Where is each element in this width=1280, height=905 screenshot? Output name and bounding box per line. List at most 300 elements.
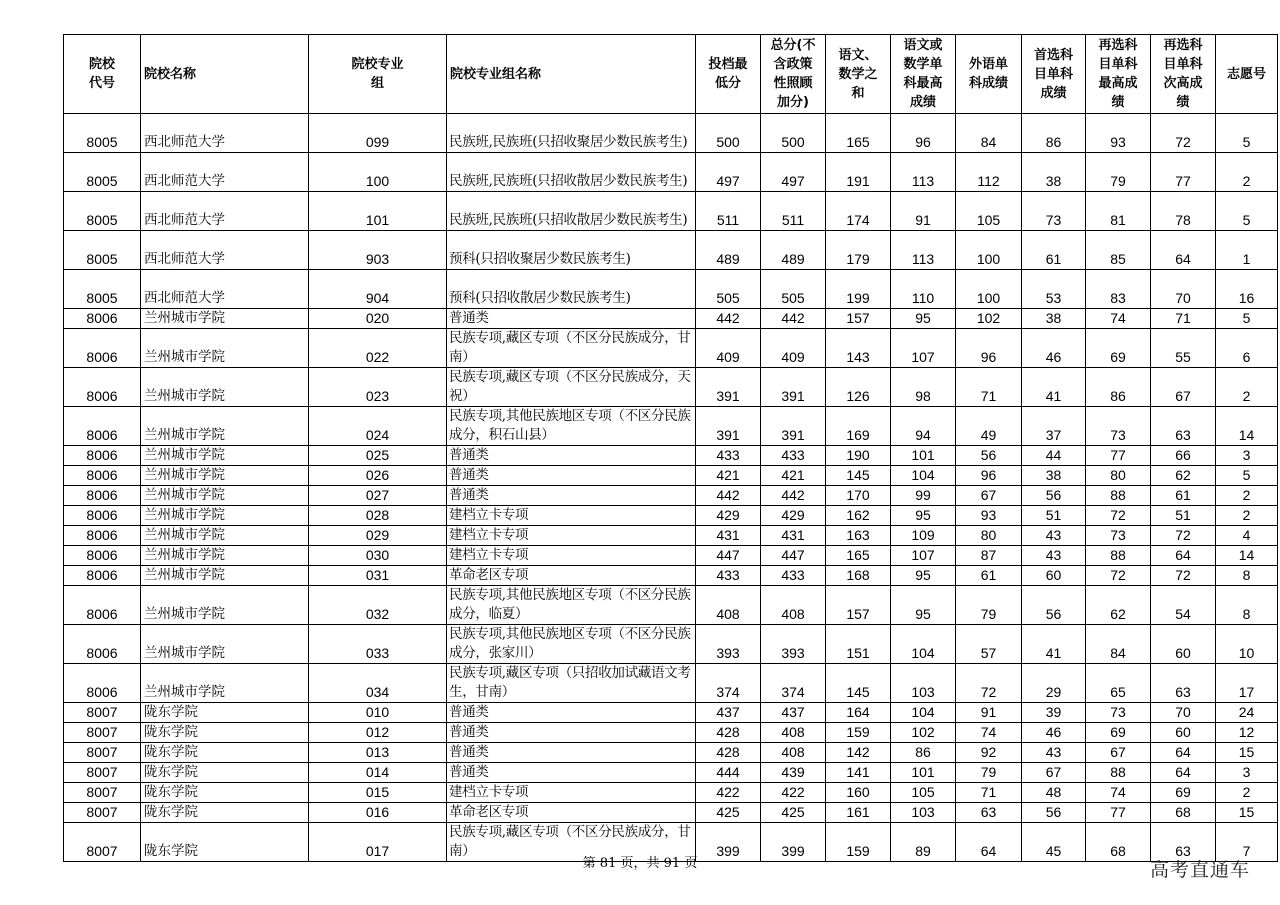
header-line: 院校专业组名称: [450, 66, 542, 82]
cell-first-subject: 43: [1022, 743, 1086, 763]
cell-first-subject: 41: [1022, 625, 1086, 664]
table-row: [64, 763, 1278, 783]
cell-chinese-math-max: 113: [891, 231, 956, 270]
cell-reselect-max: 77: [1086, 803, 1151, 823]
cell-reselect-max: 73: [1086, 703, 1151, 723]
cell-chinese-math-sum: 151: [826, 625, 891, 664]
cell-school-code: 8006: [64, 664, 141, 703]
cell-reselect-second: 54: [1151, 586, 1216, 625]
cell-chinese-math-sum: 191: [826, 153, 891, 192]
table-row: [64, 329, 1278, 368]
cell-total-score: 408: [761, 586, 826, 625]
cell-group-code: 017: [309, 823, 447, 862]
cell-school-code: 8007: [64, 783, 141, 803]
cell-reselect-max: 72: [1086, 506, 1151, 526]
cell-chinese-math-sum: 159: [826, 723, 891, 743]
cell-min-score: 422: [696, 783, 761, 803]
header-min-score: [696, 35, 761, 114]
cell-reselect-max: 74: [1086, 309, 1151, 329]
cell-chinese-math-sum: 165: [826, 546, 891, 566]
table-row: [64, 231, 1278, 270]
cell-total-score: 421: [761, 466, 826, 486]
cell-school-name: 兰州城市学院: [141, 586, 309, 625]
cell-reselect-max: 83: [1086, 270, 1151, 309]
cell-chinese-math-max: 89: [891, 823, 956, 862]
cell-first-subject: 73: [1022, 192, 1086, 231]
header-line: 目单科: [1163, 57, 1203, 72]
cell-reselect-max: 80: [1086, 466, 1151, 486]
header-line: 语文或: [903, 38, 943, 53]
cell-school-name: 西北师范大学: [141, 153, 309, 192]
cell-reselect-max: 74: [1086, 783, 1151, 803]
page-footer: [0, 852, 1280, 871]
cell-min-score: 489: [696, 231, 761, 270]
cell-school-code: 8006: [64, 586, 141, 625]
cell-reselect-second: 64: [1151, 763, 1216, 783]
cell-foreign-language: 74: [956, 723, 1022, 743]
cell-group-code: 101: [309, 192, 447, 231]
cell-reselect-max: 73: [1086, 526, 1151, 546]
cell-group-code: 015: [309, 783, 447, 803]
cell-first-subject: 48: [1022, 783, 1086, 803]
cell-choice-number: 15: [1216, 803, 1278, 823]
cell-total-score: 425: [761, 803, 826, 823]
cell-group-name: 普通类: [447, 743, 696, 763]
cell-school-code: 8005: [64, 192, 141, 231]
cell-chinese-math-max: 95: [891, 506, 956, 526]
cell-min-score: 505: [696, 270, 761, 309]
cell-min-score: 421: [696, 466, 761, 486]
cell-foreign-language: 93: [956, 506, 1022, 526]
header-line: 语文、: [838, 47, 878, 63]
cell-school-name: 西北师范大学: [141, 192, 309, 231]
cell-school-code: 8007: [64, 743, 141, 763]
cell-total-score: 429: [761, 506, 826, 526]
cell-reselect-second: 67: [1151, 368, 1216, 407]
cell-school-name: 陇东学院: [141, 803, 309, 823]
cell-first-subject: 38: [1022, 309, 1086, 329]
cell-foreign-language: 79: [956, 586, 1022, 625]
cell-chinese-math-sum: 161: [826, 803, 891, 823]
cell-chinese-math-sum: 190: [826, 446, 891, 466]
cell-choice-number: 5: [1216, 309, 1278, 329]
header-line: 目单科: [1033, 66, 1073, 82]
table-row: [64, 368, 1278, 407]
cell-school-name: 兰州城市学院: [141, 486, 309, 506]
cell-foreign-language: 100: [956, 231, 1022, 270]
cell-group-code: 023: [309, 368, 447, 407]
cell-chinese-math-max: 107: [891, 329, 956, 368]
cell-total-score: 391: [761, 407, 826, 446]
cell-group-code: 027: [309, 486, 447, 506]
cell-chinese-math-max: 105: [891, 783, 956, 803]
header-school-name: [141, 35, 309, 114]
cell-total-score: 409: [761, 329, 826, 368]
cell-chinese-math-max: 109: [891, 526, 956, 546]
cell-first-subject: 45: [1022, 823, 1086, 862]
header-line: 再选科: [1163, 38, 1203, 53]
cell-choice-number: 6: [1216, 329, 1278, 368]
cell-reselect-second: 78: [1151, 192, 1216, 231]
cell-group-name: 民族专项,藏区专项（不区分民族成分，甘南）: [447, 823, 696, 862]
cell-chinese-math-max: 101: [891, 446, 956, 466]
header-line: 外语单: [968, 57, 1008, 72]
cell-min-score: 511: [696, 192, 761, 231]
header-line: 投档最: [708, 57, 748, 72]
header-row: [64, 35, 1278, 114]
cell-school-name: 兰州城市学院: [141, 566, 309, 586]
table-row: [64, 546, 1278, 566]
cell-group-name: 预科(只招收聚居少数民族考生): [447, 231, 696, 270]
cell-foreign-language: 102: [956, 309, 1022, 329]
cell-school-code: 8007: [64, 823, 141, 862]
cell-group-code: 904: [309, 270, 447, 309]
cell-school-code: 8007: [64, 763, 141, 783]
cell-foreign-language: 87: [956, 546, 1022, 566]
table-row: [64, 743, 1278, 763]
table-row: [64, 114, 1278, 153]
cell-school-code: 8005: [64, 114, 141, 153]
table-row: [64, 526, 1278, 546]
header-line: 志愿号: [1226, 66, 1266, 82]
header-first-subject: [1022, 35, 1086, 114]
cell-reselect-second: 64: [1151, 231, 1216, 270]
cell-first-subject: 67: [1022, 763, 1086, 783]
cell-reselect-max: 65: [1086, 664, 1151, 703]
cell-choice-number: 16: [1216, 270, 1278, 309]
cell-reselect-second: 71: [1151, 309, 1216, 329]
cell-choice-number: 17: [1216, 664, 1278, 703]
cell-school-name: 陇东学院: [141, 823, 309, 862]
header-chinese-math-sum: [826, 35, 891, 114]
cell-reselect-second: 63: [1151, 407, 1216, 446]
cell-foreign-language: 67: [956, 486, 1022, 506]
table-row: [64, 153, 1278, 192]
cell-school-name: 兰州城市学院: [141, 546, 309, 566]
header-line: 含政策: [773, 57, 813, 72]
cell-reselect-second: 70: [1151, 703, 1216, 723]
cell-reselect-second: 77: [1151, 153, 1216, 192]
cell-school-name: 兰州城市学院: [141, 309, 309, 329]
cell-min-score: 444: [696, 763, 761, 783]
cell-reselect-max: 88: [1086, 486, 1151, 506]
cell-school-code: 8005: [64, 231, 141, 270]
header-line: 科成绩: [968, 76, 1008, 91]
cell-group-name: 普通类: [447, 703, 696, 723]
cell-school-code: 8006: [64, 446, 141, 466]
cell-school-name: 陇东学院: [141, 783, 309, 803]
cell-reselect-second: 60: [1151, 625, 1216, 664]
cell-reselect-max: 62: [1086, 586, 1151, 625]
table-row: [64, 783, 1278, 803]
header-line: 成绩: [1040, 85, 1067, 101]
cell-reselect-max: 86: [1086, 368, 1151, 407]
cell-group-name: 普通类: [447, 466, 696, 486]
table-row: [64, 192, 1278, 231]
cell-chinese-math-max: 98: [891, 368, 956, 407]
cell-reselect-second: 63: [1151, 823, 1216, 862]
cell-chinese-math-sum: 159: [826, 823, 891, 862]
header-line: 加分): [777, 95, 809, 110]
cell-reselect-second: 62: [1151, 466, 1216, 486]
cell-reselect-max: 79: [1086, 153, 1151, 192]
header-line: 最高成: [1098, 76, 1138, 91]
cell-group-name: 革命老区专项: [447, 803, 696, 823]
cell-total-score: 399: [761, 823, 826, 862]
header-foreign-language: [956, 35, 1022, 114]
cell-foreign-language: 64: [956, 823, 1022, 862]
cell-school-name: 兰州城市学院: [141, 625, 309, 664]
cell-min-score: 447: [696, 546, 761, 566]
cell-first-subject: 56: [1022, 803, 1086, 823]
table-row: [64, 703, 1278, 723]
cell-choice-number: 2: [1216, 153, 1278, 192]
cell-school-name: 西北师范大学: [141, 270, 309, 309]
cell-chinese-math-sum: 142: [826, 743, 891, 763]
cell-chinese-math-max: 107: [891, 546, 956, 566]
cell-group-code: 034: [309, 664, 447, 703]
header-line: 目单科: [1098, 57, 1138, 72]
cell-min-score: 393: [696, 625, 761, 664]
cell-group-code: 010: [309, 703, 447, 723]
cell-first-subject: 51: [1022, 506, 1086, 526]
cell-first-subject: 43: [1022, 546, 1086, 566]
cell-reselect-max: 88: [1086, 546, 1151, 566]
page-number: 81: [599, 856, 617, 871]
cell-group-code: 024: [309, 407, 447, 446]
cell-reselect-second: 66: [1151, 446, 1216, 466]
cell-choice-number: 3: [1216, 446, 1278, 466]
cell-chinese-math-sum: 168: [826, 566, 891, 586]
cell-school-code: 8006: [64, 526, 141, 546]
header-chinese-math-max: [891, 35, 956, 114]
cell-group-code: 030: [309, 546, 447, 566]
header-line: 绩: [1111, 95, 1125, 110]
cell-reselect-max: 77: [1086, 446, 1151, 466]
cell-school-code: 8006: [64, 407, 141, 446]
cell-foreign-language: 71: [956, 368, 1022, 407]
cell-group-name: 普通类: [447, 309, 696, 329]
cell-school-code: 8006: [64, 625, 141, 664]
cell-foreign-language: 92: [956, 743, 1022, 763]
cell-total-score: 442: [761, 309, 826, 329]
cell-total-score: 433: [761, 446, 826, 466]
cell-school-name: 兰州城市学院: [141, 506, 309, 526]
cell-first-subject: 44: [1022, 446, 1086, 466]
table-row: [64, 270, 1278, 309]
cell-group-code: 031: [309, 566, 447, 586]
admission-table: [63, 34, 1278, 862]
cell-min-score: 408: [696, 586, 761, 625]
cell-total-score: 431: [761, 526, 826, 546]
header-line: 低分: [714, 76, 741, 91]
cell-total-score: 505: [761, 270, 826, 309]
cell-school-name: 陇东学院: [141, 723, 309, 743]
cell-first-subject: 38: [1022, 153, 1086, 192]
cell-chinese-math-sum: 165: [826, 114, 891, 153]
cell-school-name: 兰州城市学院: [141, 329, 309, 368]
header-line: 成绩: [909, 95, 936, 110]
cell-foreign-language: 105: [956, 192, 1022, 231]
cell-group-name: 普通类: [447, 446, 696, 466]
header-group-code: [309, 35, 447, 114]
cell-foreign-language: 96: [956, 466, 1022, 486]
cell-chinese-math-max: 99: [891, 486, 956, 506]
cell-reselect-max: 67: [1086, 743, 1151, 763]
cell-total-score: 393: [761, 625, 826, 664]
cell-min-score: 437: [696, 703, 761, 723]
cell-min-score: 442: [696, 309, 761, 329]
cell-school-name: 西北师范大学: [141, 114, 309, 153]
cell-foreign-language: 79: [956, 763, 1022, 783]
cell-total-score: 442: [761, 486, 826, 506]
cell-chinese-math-sum: 169: [826, 407, 891, 446]
cell-total-score: 433: [761, 566, 826, 586]
cell-reselect-max: 93: [1086, 114, 1151, 153]
cell-group-name: 民族专项,其他民族地区专项（不区分民族成分，张家川）: [447, 625, 696, 664]
cell-choice-number: 3: [1216, 763, 1278, 783]
cell-school-code: 8007: [64, 703, 141, 723]
cell-reselect-second: 51: [1151, 506, 1216, 526]
cell-school-name: 西北师范大学: [141, 231, 309, 270]
header-line: 再选科: [1098, 38, 1138, 53]
cell-foreign-language: 84: [956, 114, 1022, 153]
cell-first-subject: 60: [1022, 566, 1086, 586]
table-row: [64, 407, 1278, 446]
cell-first-subject: 61: [1022, 231, 1086, 270]
cell-school-name: 陇东学院: [141, 703, 309, 723]
cell-first-subject: 46: [1022, 329, 1086, 368]
cell-choice-number: 5: [1216, 114, 1278, 153]
cell-reselect-max: 85: [1086, 231, 1151, 270]
table-row: [64, 723, 1278, 743]
cell-first-subject: 53: [1022, 270, 1086, 309]
cell-total-score: 437: [761, 703, 826, 723]
cell-first-subject: 43: [1022, 526, 1086, 546]
cell-chinese-math-max: 102: [891, 723, 956, 743]
footer-suffix: 页: [684, 856, 698, 871]
cell-reselect-second: 72: [1151, 566, 1216, 586]
header-line: 代号: [88, 76, 115, 91]
cell-group-code: 029: [309, 526, 447, 546]
cell-group-code: 025: [309, 446, 447, 466]
cell-group-code: 033: [309, 625, 447, 664]
cell-chinese-math-sum: 145: [826, 466, 891, 486]
cell-group-code: 020: [309, 309, 447, 329]
cell-reselect-second: 70: [1151, 270, 1216, 309]
footer-middle: 页，共: [620, 856, 660, 871]
cell-choice-number: 2: [1216, 506, 1278, 526]
cell-school-name: 兰州城市学院: [141, 368, 309, 407]
cell-group-name: 民族专项,藏区专项（只招收加试藏语文考生，甘南）: [447, 664, 696, 703]
cell-reselect-max: 81: [1086, 192, 1151, 231]
cell-chinese-math-sum: 141: [826, 763, 891, 783]
header-line: 数学单: [903, 57, 943, 72]
cell-school-code: 8005: [64, 270, 141, 309]
cell-group-name: 民族专项,藏区专项（不区分民族成分，天祝）: [447, 368, 696, 407]
cell-reselect-second: 63: [1151, 664, 1216, 703]
cell-total-score: 422: [761, 783, 826, 803]
cell-choice-number: 14: [1216, 407, 1278, 446]
cell-first-subject: 46: [1022, 723, 1086, 743]
cell-chinese-math-sum: 157: [826, 586, 891, 625]
cell-choice-number: 5: [1216, 466, 1278, 486]
cell-reselect-second: 68: [1151, 803, 1216, 823]
table-row: [64, 566, 1278, 586]
cell-chinese-math-sum: 162: [826, 506, 891, 526]
cell-min-score: 428: [696, 723, 761, 743]
cell-choice-number: 8: [1216, 586, 1278, 625]
cell-school-code: 8006: [64, 506, 141, 526]
cell-group-name: 民族班,民族班(只招收散居少数民族考生): [447, 153, 696, 192]
cell-chinese-math-sum: 143: [826, 329, 891, 368]
cell-school-code: 8005: [64, 153, 141, 192]
header-total-score: [761, 35, 826, 114]
cell-first-subject: 29: [1022, 664, 1086, 703]
cell-chinese-math-max: 95: [891, 586, 956, 625]
cell-min-score: 431: [696, 526, 761, 546]
table-row: [64, 803, 1278, 823]
cell-group-name: 普通类: [447, 723, 696, 743]
cell-foreign-language: 49: [956, 407, 1022, 446]
header-choice-number: [1216, 35, 1278, 114]
cell-school-code: 8006: [64, 486, 141, 506]
cell-group-code: 016: [309, 803, 447, 823]
cell-min-score: 425: [696, 803, 761, 823]
cell-chinese-math-sum: 170: [826, 486, 891, 506]
cell-group-name: 普通类: [447, 486, 696, 506]
cell-chinese-math-max: 95: [891, 566, 956, 586]
cell-min-score: 399: [696, 823, 761, 862]
cell-group-code: 100: [309, 153, 447, 192]
cell-choice-number: 12: [1216, 723, 1278, 743]
cell-reselect-max: 69: [1086, 329, 1151, 368]
cell-min-score: 497: [696, 153, 761, 192]
cell-chinese-math-max: 95: [891, 309, 956, 329]
page-total: 91: [663, 856, 681, 871]
cell-total-score: 497: [761, 153, 826, 192]
cell-first-subject: 41: [1022, 368, 1086, 407]
cell-school-name: 陇东学院: [141, 743, 309, 763]
cell-reselect-max: 84: [1086, 625, 1151, 664]
cell-school-name: 兰州城市学院: [141, 466, 309, 486]
cell-chinese-math-max: 110: [891, 270, 956, 309]
cell-group-name: 普通类: [447, 763, 696, 783]
cell-chinese-math-max: 94: [891, 407, 956, 446]
header-line: 院校: [88, 57, 115, 72]
cell-reselect-max: 68: [1086, 823, 1151, 862]
cell-chinese-math-max: 103: [891, 803, 956, 823]
cell-choice-number: 2: [1216, 783, 1278, 803]
cell-choice-number: 2: [1216, 486, 1278, 506]
cell-group-name: 革命老区专项: [447, 566, 696, 586]
cell-min-score: 500: [696, 114, 761, 153]
header-line: 院校名称: [144, 66, 197, 82]
cell-group-name: 建档立卡专项: [447, 783, 696, 803]
cell-first-subject: 38: [1022, 466, 1086, 486]
cell-first-subject: 39: [1022, 703, 1086, 723]
cell-school-name: 陇东学院: [141, 763, 309, 783]
cell-min-score: 442: [696, 486, 761, 506]
cell-foreign-language: 96: [956, 329, 1022, 368]
cell-reselect-second: 61: [1151, 486, 1216, 506]
cell-chinese-math-sum: 126: [826, 368, 891, 407]
cell-group-name: 民族专项,其他民族地区专项（不区分民族成分，积石山县）: [447, 407, 696, 446]
cell-chinese-math-sum: 179: [826, 231, 891, 270]
cell-school-code: 8007: [64, 723, 141, 743]
header-line: 总分(不: [770, 38, 816, 53]
header-line: 院校专业: [351, 57, 404, 72]
